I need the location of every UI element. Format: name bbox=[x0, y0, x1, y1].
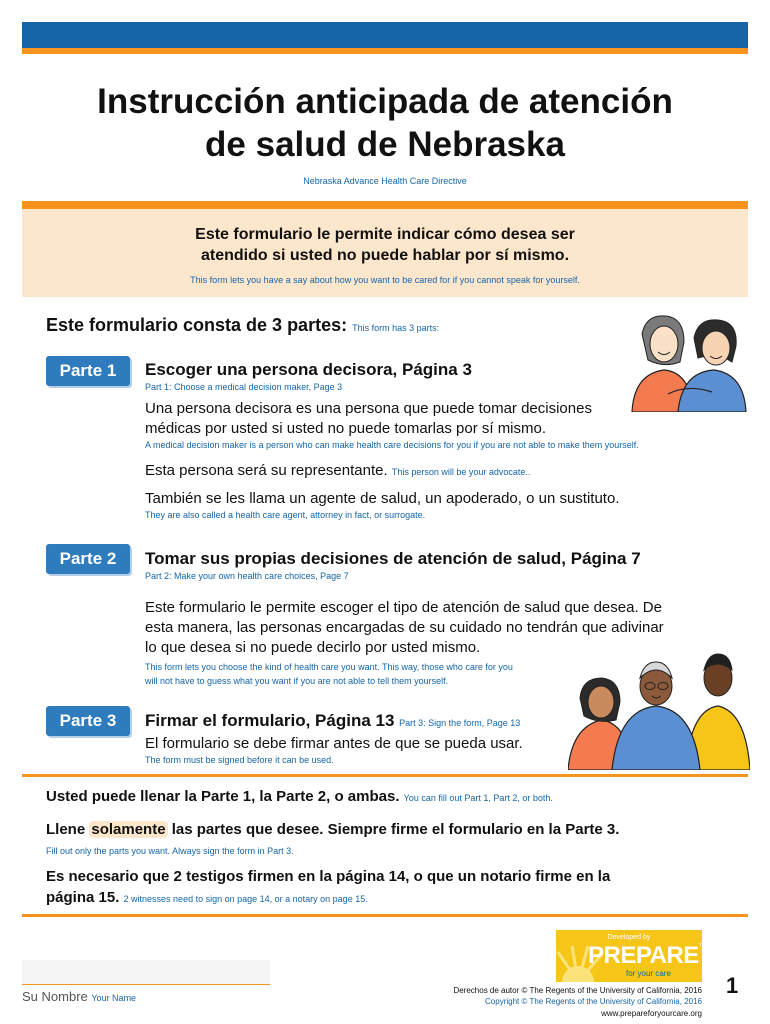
part-1-paragraph-2: Esta persona será su representante. This person will be your advocate.. bbox=[145, 462, 531, 479]
part-1-badge: Parte 1 bbox=[46, 356, 130, 386]
note-fill-only: Llene solamente las partes que desee. Siempre firme el formulario en la Parte 3. bbox=[46, 821, 620, 838]
part-1-paragraph-1: Una persona decisora es una persona que puede tomar decisiones médicas por usted si usted no puede tomarlas por sí mismo. bbox=[145, 400, 592, 437]
part-3-heading: Firmar el formulario, Página 13 Part 3: Sign the form, Page 13 bbox=[145, 711, 521, 730]
highlight-solamente: solamente bbox=[91, 821, 166, 838]
part-1-heading: Escoger una persona decisora, Página 3 bbox=[145, 360, 472, 379]
prepare-logo: Developed by PREPARE™ for your care bbox=[556, 930, 702, 982]
page-title: Instrucción anticipada de atención de salud de Nebraska bbox=[97, 82, 673, 164]
parts-header: Este formulario consta de 3 partes: This form has 3 parts: bbox=[46, 315, 440, 335]
section-divider bbox=[22, 774, 748, 777]
name-input-area[interactable] bbox=[22, 960, 270, 984]
website-link[interactable]: www.prepareforyourcare.org bbox=[601, 1009, 702, 1018]
part-1-heading-english: Part 1: Choose a medical decision maker, Page 3 bbox=[145, 382, 343, 392]
page-number: 1 bbox=[726, 973, 739, 998]
header-orange-bar bbox=[22, 48, 748, 54]
part-2-paragraph: Este formulario le permite escoger el tipo de atención de salud que desea. De esta manera, las personas encargadas de su cuidado no tendrán que adivinar lo que desea si no puede decirlo por usted mismo. bbox=[145, 599, 664, 656]
part-1-paragraph-1-english: A medical decision maker is a person who can make health care decisions for you if you are not able to make them yourself. bbox=[145, 440, 639, 450]
group-of-people-illustration bbox=[568, 640, 750, 770]
name-label: Su Nombre Your Name bbox=[22, 989, 137, 1004]
note-fill-only-english: Fill out only the parts you want. Always sign the form in Part 3. bbox=[46, 846, 294, 856]
page-subtitle-english: Nebraska Advance Health Care Directive bbox=[303, 176, 467, 186]
name-underline bbox=[22, 984, 270, 985]
part-2-badge: Parte 2 bbox=[46, 544, 130, 574]
part-1-paragraph-3: También se les llama un agente de salud, un apoderado, o un sustituto. bbox=[145, 490, 620, 507]
intro-text-english: This form lets you have a say about how you want to be cared for if you cannot speak for yourself. bbox=[190, 275, 580, 285]
note-fill-parts: Usted puede llenar la Parte 1, la Parte 2, o ambas. You can fill out Part 1, Part 2, or both. bbox=[46, 788, 553, 805]
part-2-heading-english: Part 2: Make your own health care choices, Page 7 bbox=[145, 571, 349, 581]
intro-text: Este formulario le permite indicar cómo desea ser atendido si usted no puede hablar por sí mismo. bbox=[195, 226, 575, 264]
header-blue-bar bbox=[22, 22, 748, 48]
part-2-paragraph-english: This form lets you choose the kind of health care you want. This way, those who care for you will not have to guess what you want if you are not able to tell them yourself. bbox=[145, 662, 513, 686]
part-1-paragraph-3-english: They are also called a health care agent, attorney in fact, or surrogate. bbox=[145, 510, 426, 520]
note-witnesses: Es necesario que 2 testigos firmen en la página 14, o que un notario firme en la página 15. 2 witnesses need to sign on page 14, or a notary on page 15. bbox=[46, 868, 611, 906]
two-women-illustration bbox=[628, 312, 750, 412]
copyright-english: Copyright © The Regents of the University of California, 2016 bbox=[485, 997, 702, 1006]
part-3-paragraph-english: The form must be signed before it can be used. bbox=[145, 755, 334, 765]
copyright-spanish: Derechos de autor © The Regents of the University of California, 2016 bbox=[453, 986, 702, 995]
part-3-badge: Parte 3 bbox=[46, 706, 130, 736]
footer-divider bbox=[22, 914, 748, 917]
part-3-paragraph: El formulario se debe firmar antes de que se pueda usar. bbox=[145, 735, 523, 752]
part-2-heading: Tomar sus propias decisiones de atención de salud, Página 7 bbox=[145, 549, 641, 568]
